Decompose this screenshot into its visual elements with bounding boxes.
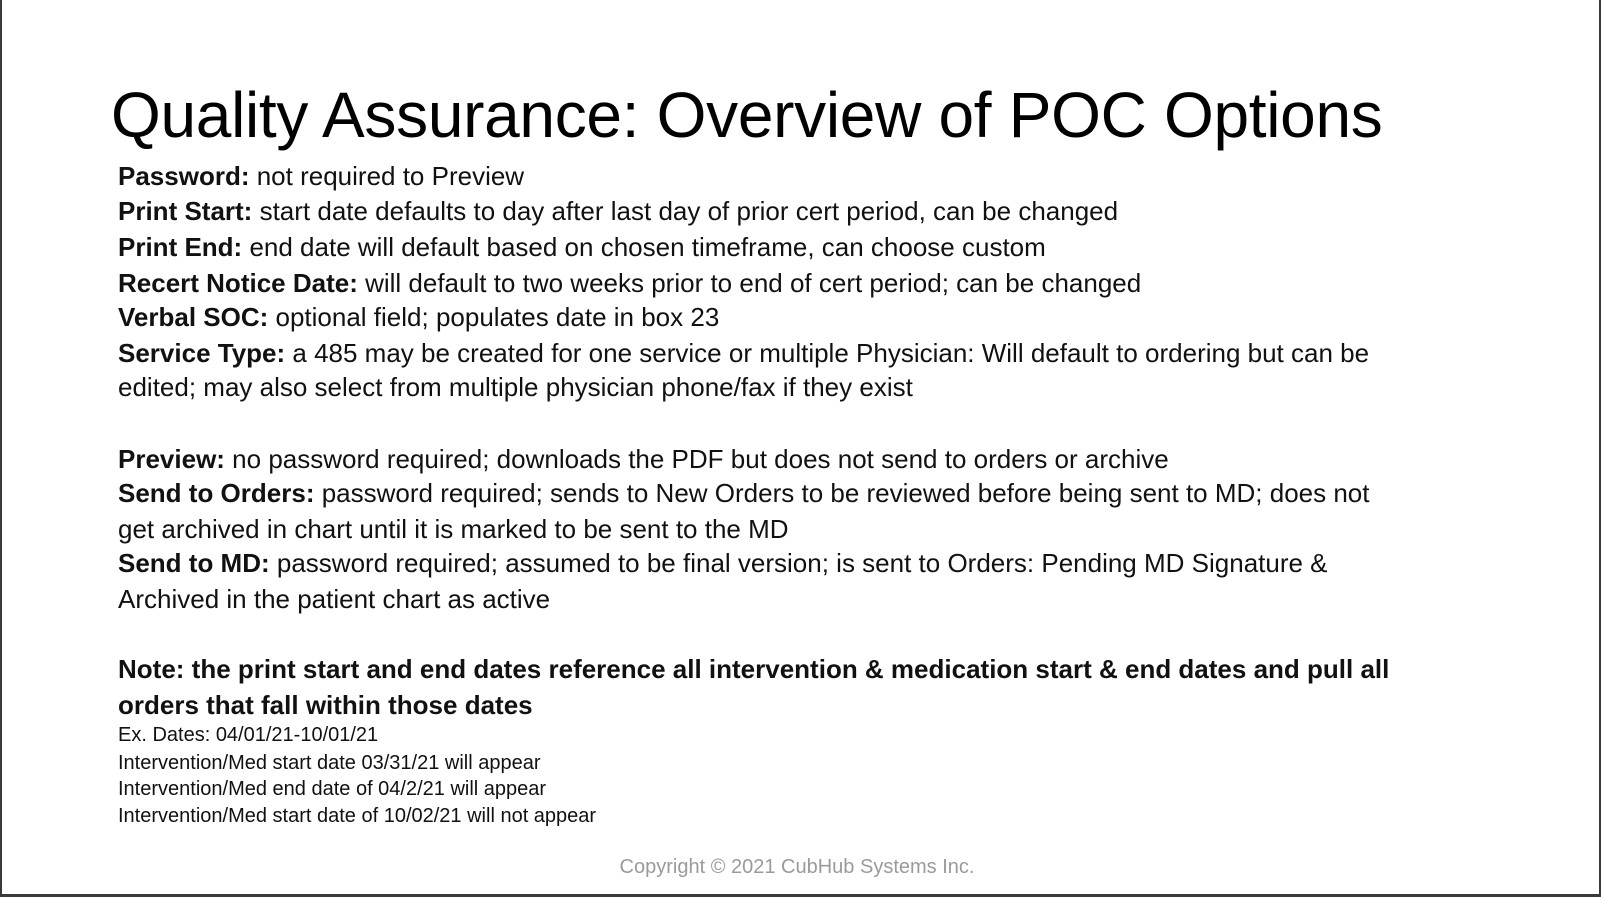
field-label: Verbal SOC: xyxy=(118,302,269,332)
action-send-to-md-continuation: Archived in the patient chart as active xyxy=(118,584,551,614)
example-line: Intervention/Med start date of 10/02/21 will not appear xyxy=(118,805,597,827)
action-description: no password required; downloads the PDF but does not send to orders or archive xyxy=(224,444,1169,474)
action-label: Send to MD: xyxy=(118,548,270,578)
field-verbal-soc xyxy=(118,299,719,335)
action-description: password required; assumed to be final version; is sent to Orders: Pending MD Signature & xyxy=(269,548,1328,578)
action-label: Send to Orders: xyxy=(118,478,315,508)
example-line: Intervention/Med start date 03/31/21 will appear xyxy=(118,752,541,774)
action-description: password required; sends to New Orders to be reviewed before being sent to MD; does not xyxy=(314,478,1370,508)
note-line-2: orders that fall within those dates xyxy=(118,690,533,720)
field-label: Print End: xyxy=(118,232,243,262)
field-print-start xyxy=(118,193,1118,229)
field-service-type-continuation: edited; may also select from multiple physician phone/fax if they exist xyxy=(118,372,913,402)
example-line: Intervention/Med end date of 04/2/21 will appear xyxy=(118,778,547,800)
field-service-type xyxy=(118,335,1369,371)
field-label: Recert Notice Date: xyxy=(118,268,358,298)
field-description: optional field; populates date in box 23 xyxy=(268,302,720,332)
copyright-footer: Copyright © 2021 CubHub Systems Inc. xyxy=(619,856,975,878)
note-line-1: Note: the print start and end dates reference all intervention & medication start & end dates and pull all xyxy=(118,654,1390,684)
action-send-to-orders-continuation: get archived in chart until it is marked to be sent to the MD xyxy=(118,514,789,544)
action-send-to-orders xyxy=(118,475,1370,511)
field-label: Service Type: xyxy=(118,338,286,368)
field-recert-notice-date xyxy=(118,265,1141,301)
field-description: will default to two weeks prior to end of cert period; can be changed xyxy=(357,268,1142,298)
field-description: end date will default based on chosen timeframe, can choose custom xyxy=(242,232,1046,262)
action-preview xyxy=(118,441,1169,477)
slide-title: Quality Assurance: Overview of POC Options xyxy=(111,79,1383,151)
field-print-end xyxy=(118,229,1046,265)
example-dates: Ex. Dates: 04/01/21-10/01/21 xyxy=(118,724,379,746)
action-label: Preview: xyxy=(118,444,225,474)
action-send-to-md xyxy=(118,545,1328,581)
field-label: Password: xyxy=(118,161,250,191)
field-password xyxy=(118,158,524,194)
field-description: a 485 may be created for one service or multiple Physician: Will default to ordering but can be xyxy=(285,338,1370,368)
field-label: Print Start: xyxy=(118,196,253,226)
field-description: start date defaults to day after last day of prior cert period, can be changed xyxy=(252,196,1119,226)
field-description: not required to Preview xyxy=(249,161,525,191)
